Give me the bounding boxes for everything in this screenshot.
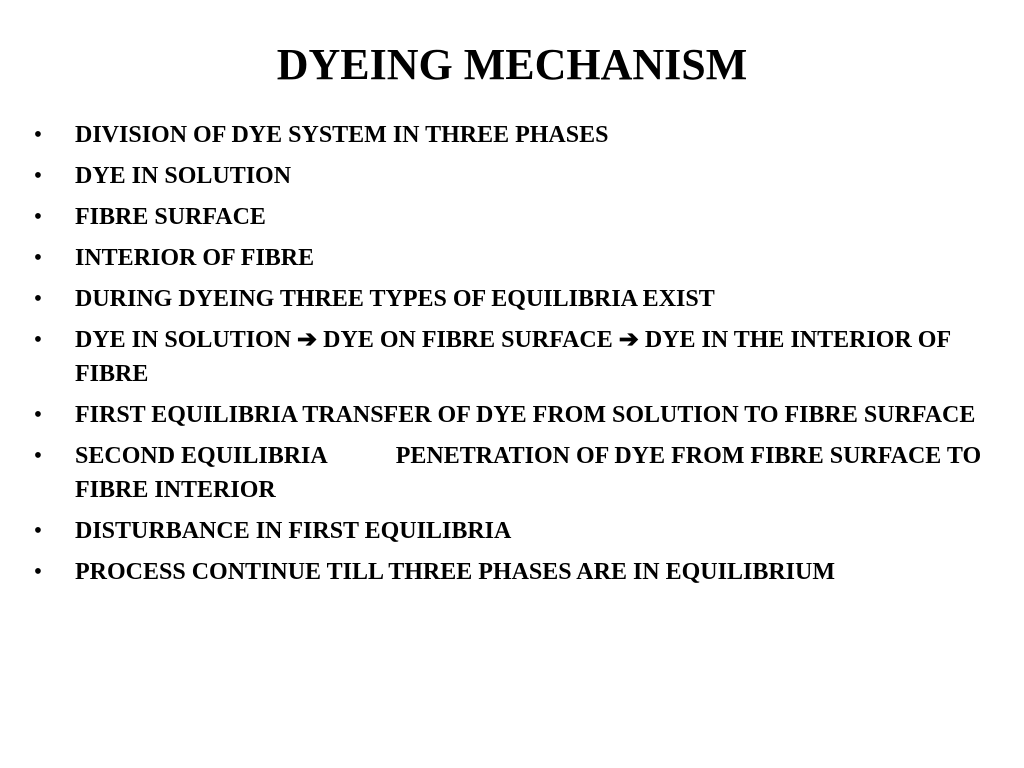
bullet-text: DYE IN SOLUTION — [75, 163, 292, 189]
bullet-text: DYE IN SOLUTION ➔ DYE ON FIBRE SURFACE ➔ DYE IN THE INTERIOR OF FIBRE — [75, 327, 951, 387]
bullet-text: FIRST EQUILIBRIA TRANSFER OF DYE FROM SOLUTION TO FIBRE SURFACE — [75, 402, 976, 428]
bullet-item — [28, 514, 988, 548]
bullet-item — [28, 555, 988, 589]
bullet-text-part-2: PENETRATION OF DYE FROM FIBRE SURFACE TO FIBRE INTERIOR — [75, 443, 982, 503]
bullet-text: PROCESS CONTINUE TILL THREE PHASES ARE IN EQUILIBRIUM — [75, 559, 835, 585]
bullet-text: INTERIOR OF FIBRE — [75, 245, 315, 271]
bullet-item — [28, 398, 988, 432]
bullet-item — [28, 118, 988, 152]
bullet-dot-icon: • — [33, 518, 43, 544]
bullet-dot-icon: • — [33, 245, 43, 271]
bullet-item — [28, 159, 988, 193]
bullet-list — [28, 118, 988, 596]
bullet-dot-icon: • — [33, 443, 43, 469]
bullet-item — [28, 241, 988, 275]
bullet-dot-icon: • — [33, 559, 43, 585]
bullet-text: DURING DYEING THREE TYPES OF EQUILIBRIA EXIST — [75, 286, 715, 312]
bullet-dot-icon: • — [33, 122, 43, 148]
bullet-dot-icon: • — [33, 402, 43, 428]
bullet-text-part-1: SECOND EQUILIBRIA — [75, 443, 328, 469]
bullet-dot-icon: • — [33, 204, 43, 230]
bullet-dot-icon: • — [33, 286, 43, 312]
bullet-dot-icon: • — [33, 327, 43, 353]
bullet-item — [28, 200, 988, 234]
bullet-text: FIBRE SURFACE — [75, 204, 266, 230]
bullet-dot-icon: • — [33, 163, 43, 189]
bullet-item — [28, 323, 988, 391]
slide-title: DYEING MECHANISM — [276, 40, 748, 89]
bullet-text: DISTURBANCE IN FIRST EQUILIBRIA — [75, 518, 512, 544]
bullet-text: DIVISION OF DYE SYSTEM IN THREE PHASES — [75, 122, 609, 148]
bullet-item — [28, 439, 988, 507]
bullet-item — [28, 282, 988, 316]
